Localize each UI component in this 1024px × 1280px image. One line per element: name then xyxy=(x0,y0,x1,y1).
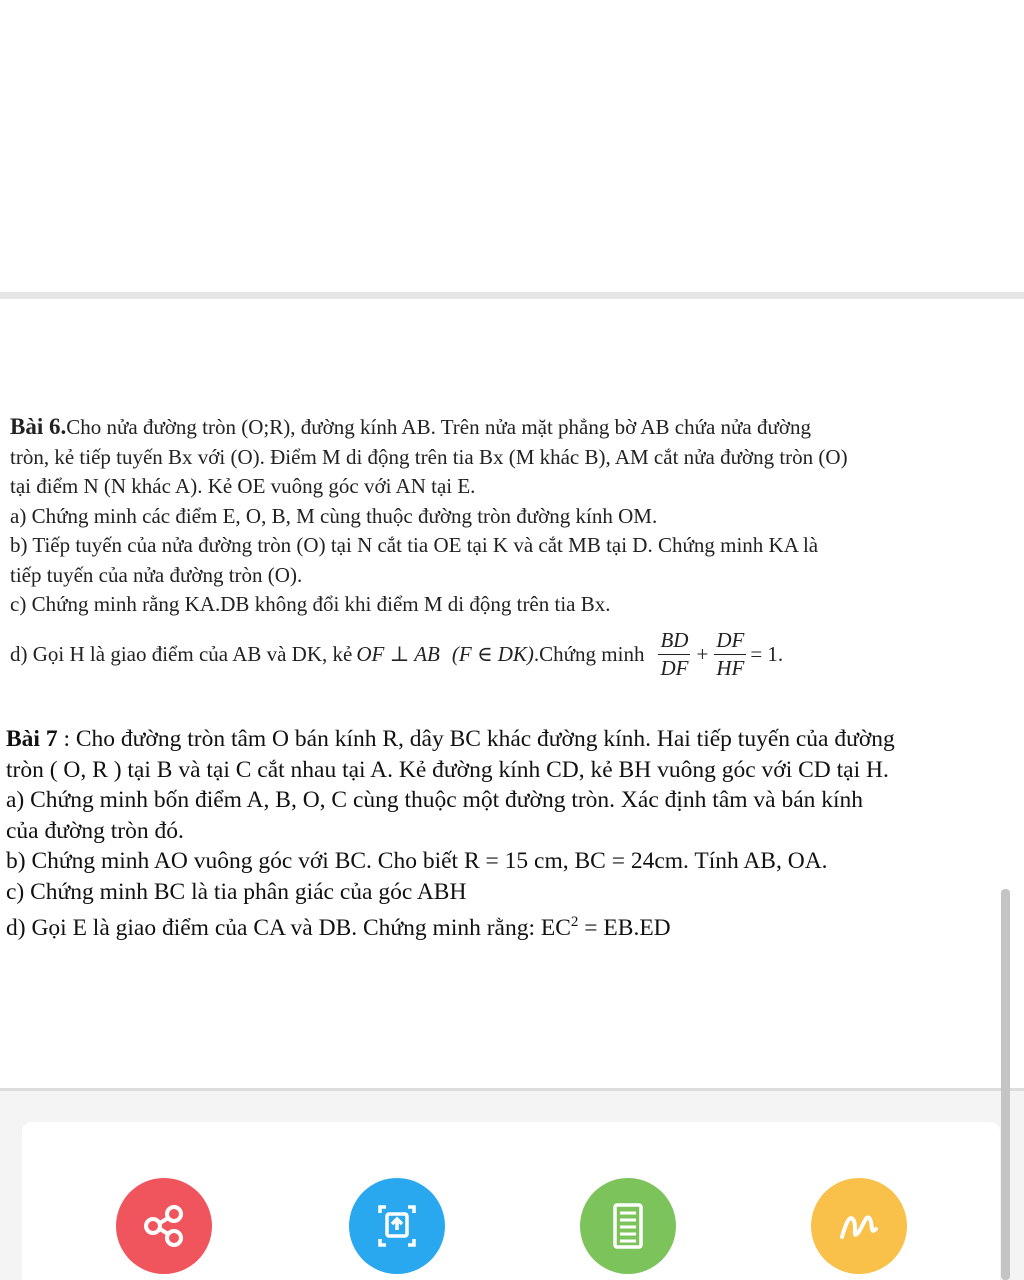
share-icon xyxy=(137,1199,191,1253)
top-divider xyxy=(0,292,1024,299)
equals-one: = 1. xyxy=(750,641,784,666)
top-blank-area xyxy=(0,0,1024,292)
fraction-df-hf xyxy=(714,629,746,680)
fraction-bd-df xyxy=(658,629,690,680)
share-button[interactable] xyxy=(116,1178,212,1274)
exercise-6 xyxy=(10,412,1015,686)
exercise-7-part-a-line-1: a) Chứng minh bốn điểm A, B, O, C cùng thuộc một đường tròn. Xác định tâm và bán kính xyxy=(6,787,864,813)
fraction-2-numerator: DF xyxy=(714,629,746,655)
exercise-6-perp-expr: OF ⊥ AB xyxy=(356,641,440,666)
fraction-1-denominator: DF xyxy=(660,656,689,680)
exercise-6-title: Bài 6. xyxy=(10,414,67,439)
document-image xyxy=(0,300,1024,1088)
exercise-7-ec: EC xyxy=(540,914,571,941)
exercise-6-part-d xyxy=(10,624,1015,686)
exercise-7-given-values: R = 15 cm, BC = 24cm xyxy=(463,848,684,874)
exercise-7-part-a-line-2: của đường tròn đó. xyxy=(6,817,184,844)
exercise-6-line-1 xyxy=(10,412,1015,443)
exercise-6-intro: Cho nửa đường tròn (O;R), đường kính AB. Trên nửa mặt phẳng bờ AB chứa nửa đường xyxy=(66,415,811,439)
plus-sign: + xyxy=(696,641,709,666)
exercise-6-part-c: c) Chứng minh rằng KA.DB không đổi khi điểm M di động trên tia Bx. xyxy=(10,592,611,616)
upload-icon xyxy=(370,1199,424,1253)
document-button[interactable] xyxy=(580,1178,676,1274)
exercise-7-part-d-prefix: d) Gọi E là giao điểm của CA và DB. Chứng minh rằng: xyxy=(6,914,541,941)
draw-icon xyxy=(832,1199,886,1253)
exercise-6-part-d-prefix: d) Gọi H là giao điểm của AB và DK, kẻ xyxy=(10,641,353,666)
exercise-7-part-b-suffix: . Tính AB, OA. xyxy=(683,848,828,874)
exercise-7-line-2: tròn ( O, R ) tại B và tại C cắt nhau tại A. Kẻ đường kính CD, kẻ BH vuông góc với CD tại H. xyxy=(6,756,889,783)
exercise-7 xyxy=(6,724,1018,943)
exercise-7-part-b-prefix: b) Chứng minh AO vuông góc với BC. Cho biết xyxy=(6,848,464,874)
fraction-2-denominator: HF xyxy=(716,656,745,680)
exercise-6-part-b-line-1: b) Tiếp tuyến của nửa đường tròn (O) tại N cắt tia OE tại K và cắt MB tại D. Chứng minh KA là xyxy=(10,533,819,557)
exercise-6-line-2: tròn, kẻ tiếp tuyến Bx với (O). Điểm M di động trên tia Bx (M khác B), AM cắt nửa đường tròn (O) xyxy=(10,444,848,469)
document-icon xyxy=(601,1199,655,1253)
exercise-7-line-1 xyxy=(6,724,1018,755)
exercise-7-part-b xyxy=(6,846,1018,877)
draw-button[interactable] xyxy=(811,1178,907,1274)
exercise-7-intro: : Cho đường tròn tâm O bán kính R, dây BC khác đường kính. Hai tiếp tuyến của đường xyxy=(57,726,895,752)
exercise-7-part-d-rest: = EB.ED xyxy=(578,914,671,941)
exercise-7-title: Bài 7 xyxy=(6,726,58,752)
scrollbar[interactable] xyxy=(1001,889,1010,1280)
exercise-6-part-a: a) Chứng minh các điểm E, O, B, M cùng thuộc đường tròn đường kính OM. xyxy=(10,503,658,528)
exercise-6-part-b-line-2: tiếp tuyến của nửa đường tròn (O). xyxy=(10,562,303,587)
exercise-7-part-c: c) Chứng minh BC là tia phân giác của góc ABH xyxy=(6,878,467,905)
exercise-6-prove-label: .Chứng minh xyxy=(533,641,645,666)
upload-button[interactable] xyxy=(349,1178,445,1274)
fraction-1-numerator: BD xyxy=(658,629,690,655)
exercise-7-exponent: 2 xyxy=(570,914,579,930)
exercise-6-belongs-expr: (F ∈ DK) xyxy=(451,641,534,666)
exercise-7-part-d xyxy=(6,907,1018,943)
exercise-6-line-3: tại điểm N (N khác A). Kẻ OE vuông góc với AN tại E. xyxy=(10,474,476,498)
